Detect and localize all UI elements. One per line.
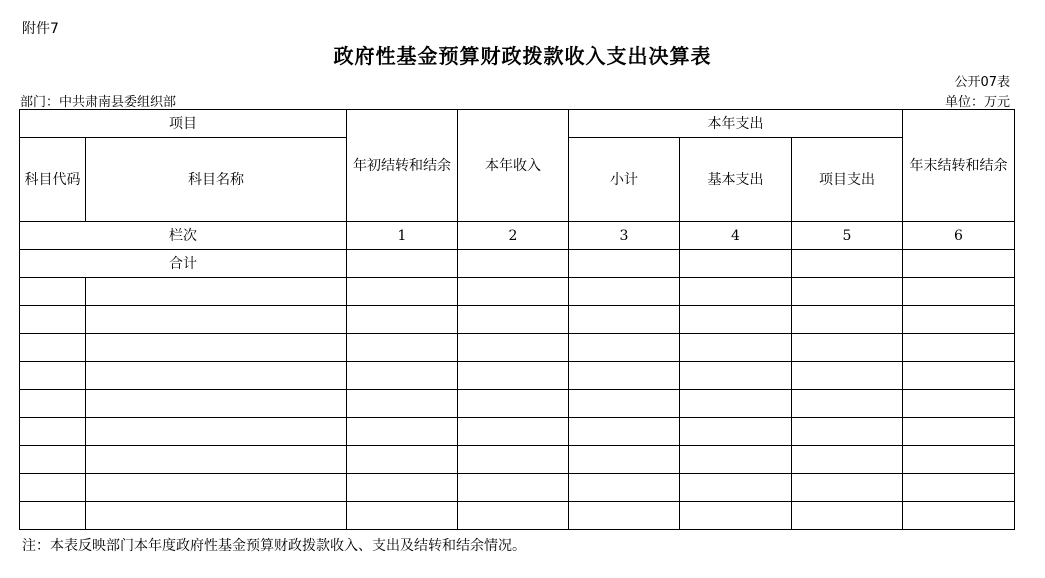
table-cell bbox=[347, 446, 458, 474]
header-opening-balance: 年初结转和结余 bbox=[347, 110, 458, 222]
table-cell bbox=[347, 334, 458, 362]
table-cell bbox=[458, 306, 569, 334]
attachment-label: 附件7 bbox=[22, 21, 59, 37]
table-cell bbox=[569, 502, 680, 530]
department-label: 部门：中共肃南县委组织部 bbox=[20, 95, 177, 110]
table-cell bbox=[347, 362, 458, 390]
table-cell bbox=[20, 502, 86, 530]
table-cell bbox=[20, 306, 86, 334]
sequence-col-1: 1 bbox=[347, 222, 458, 250]
total-cell bbox=[680, 250, 792, 278]
table-cell bbox=[347, 306, 458, 334]
table-cell bbox=[347, 502, 458, 530]
table-row bbox=[20, 306, 1015, 334]
table-cell bbox=[792, 446, 903, 474]
table-cell bbox=[569, 390, 680, 418]
sequence-col-6: 6 bbox=[903, 222, 1015, 250]
sequence-row bbox=[20, 222, 1015, 250]
table-cell bbox=[680, 474, 792, 502]
table-cell bbox=[680, 502, 792, 530]
table-cell bbox=[569, 362, 680, 390]
header-subject-name: 科目名称 bbox=[86, 138, 347, 222]
table-cell bbox=[458, 334, 569, 362]
table-cell bbox=[569, 306, 680, 334]
table-cell bbox=[903, 278, 1015, 306]
sequence-label: 栏次 bbox=[20, 222, 347, 250]
table-cell bbox=[347, 418, 458, 446]
table-cell bbox=[458, 446, 569, 474]
table-cell bbox=[903, 502, 1015, 530]
table-cell bbox=[458, 362, 569, 390]
table-cell bbox=[792, 306, 903, 334]
table-cell bbox=[347, 474, 458, 502]
table-row bbox=[20, 334, 1015, 362]
header-subject-code: 科目代码 bbox=[20, 138, 86, 222]
sequence-col-2: 2 bbox=[458, 222, 569, 250]
sequence-col-5: 5 bbox=[792, 222, 903, 250]
table-cell bbox=[347, 390, 458, 418]
table-cell bbox=[20, 334, 86, 362]
table-cell bbox=[86, 390, 347, 418]
table-cell bbox=[680, 446, 792, 474]
total-cell bbox=[458, 250, 569, 278]
table-code: 公开07表 bbox=[954, 75, 1010, 90]
table-cell bbox=[680, 362, 792, 390]
header-current-income: 本年收入 bbox=[458, 110, 569, 222]
header-current-expense: 本年支出 bbox=[569, 110, 903, 138]
table-cell bbox=[792, 278, 903, 306]
table-cell bbox=[903, 306, 1015, 334]
table-cell bbox=[20, 278, 86, 306]
table-row bbox=[20, 502, 1015, 530]
sequence-col-3: 3 bbox=[569, 222, 680, 250]
table-cell bbox=[680, 306, 792, 334]
table-cell bbox=[569, 334, 680, 362]
table-cell bbox=[20, 390, 86, 418]
sequence-col-4: 4 bbox=[680, 222, 792, 250]
header-subtotal: 小计 bbox=[569, 138, 680, 222]
table-cell bbox=[792, 362, 903, 390]
table-cell bbox=[86, 306, 347, 334]
table-cell bbox=[680, 278, 792, 306]
total-cell bbox=[569, 250, 680, 278]
table-row bbox=[20, 418, 1015, 446]
table-row bbox=[20, 362, 1015, 390]
table-row bbox=[20, 278, 1015, 306]
page-title: 政府性基金预算财政拨款收入支出决算表 bbox=[333, 44, 712, 68]
table-cell bbox=[86, 278, 347, 306]
total-label: 合计 bbox=[20, 250, 347, 278]
table-cell bbox=[680, 390, 792, 418]
table-cell bbox=[347, 278, 458, 306]
table-cell bbox=[903, 334, 1015, 362]
budget-table bbox=[19, 109, 1015, 530]
table-cell bbox=[680, 418, 792, 446]
table-cell bbox=[903, 446, 1015, 474]
table-cell bbox=[20, 446, 86, 474]
table-row bbox=[20, 474, 1015, 502]
table-row bbox=[20, 446, 1015, 474]
table-cell bbox=[903, 474, 1015, 502]
table-cell bbox=[569, 278, 680, 306]
table-cell bbox=[792, 390, 903, 418]
table-cell bbox=[20, 474, 86, 502]
table-cell bbox=[458, 474, 569, 502]
table-row bbox=[20, 390, 1015, 418]
table-cell bbox=[903, 418, 1015, 446]
table-cell bbox=[86, 502, 347, 530]
table-cell bbox=[903, 390, 1015, 418]
table-cell bbox=[86, 418, 347, 446]
footnote: 注：本表反映部门本年度政府性基金预算财政拨款收入、支出及结转和结余情况。 bbox=[22, 538, 526, 554]
total-cell bbox=[347, 250, 458, 278]
total-cell bbox=[792, 250, 903, 278]
total-cell bbox=[903, 250, 1015, 278]
header-basic-expense: 基本支出 bbox=[680, 138, 792, 222]
total-row bbox=[20, 250, 1015, 278]
table-cell bbox=[86, 474, 347, 502]
table-cell bbox=[792, 474, 903, 502]
table-cell bbox=[20, 362, 86, 390]
unit-label: 单位：万元 bbox=[944, 95, 1010, 110]
table-cell bbox=[680, 334, 792, 362]
header-row-1 bbox=[20, 110, 1015, 138]
header-closing-balance: 年末结转和结余 bbox=[903, 110, 1015, 222]
table-cell bbox=[792, 334, 903, 362]
table-cell bbox=[792, 502, 903, 530]
table-cell bbox=[86, 446, 347, 474]
table-cell bbox=[86, 334, 347, 362]
table-cell bbox=[458, 278, 569, 306]
table-cell bbox=[903, 362, 1015, 390]
table-cell bbox=[792, 418, 903, 446]
table-cell bbox=[569, 474, 680, 502]
table-cell bbox=[86, 362, 347, 390]
table-cell bbox=[458, 390, 569, 418]
table-cell bbox=[569, 418, 680, 446]
table-cell bbox=[20, 418, 86, 446]
table-cell bbox=[569, 446, 680, 474]
table-cell bbox=[458, 502, 569, 530]
header-project-expense: 项目支出 bbox=[792, 138, 903, 222]
table-cell bbox=[458, 418, 569, 446]
header-project: 项目 bbox=[20, 110, 347, 138]
